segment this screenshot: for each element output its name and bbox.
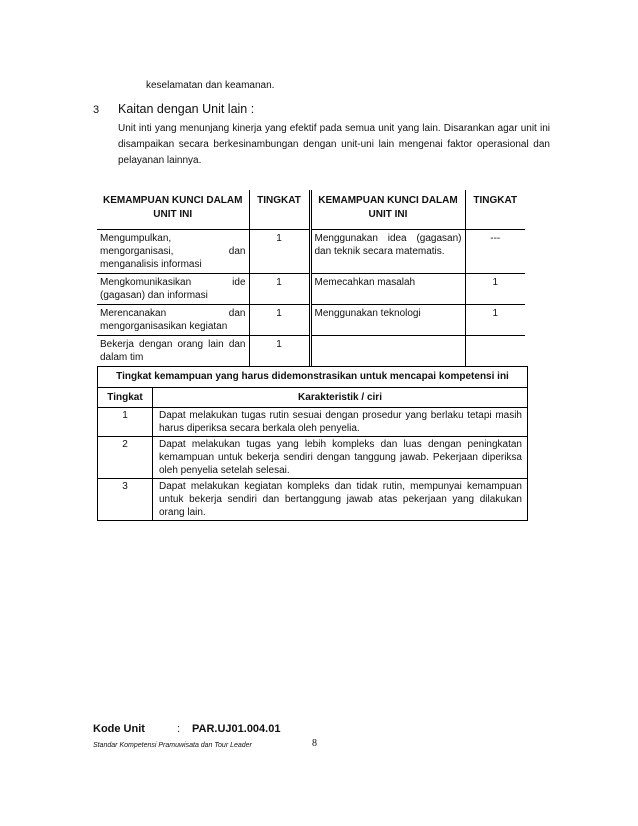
table-row (97, 336, 525, 367)
competency-level-header-row (98, 388, 528, 408)
level-left: 1 (249, 336, 310, 367)
table-row (98, 408, 528, 437)
competency-right: Menggunakan idea (gagasan) dan teknik secara matematis. (310, 230, 465, 274)
level-right: 1 (465, 305, 525, 336)
table-row (97, 274, 525, 305)
level-left: 1 (249, 274, 310, 305)
level-right: 1 (465, 274, 525, 305)
header-tingkat-left: TINGKAT (249, 190, 310, 230)
competency-left: Merencanakan dan mengorganisasikan kegiatan (97, 305, 249, 336)
footer-colon: : (177, 723, 181, 735)
footer-unit-code: PAR.UJ01.004.01 (192, 723, 281, 735)
level-number: 2 (98, 437, 153, 479)
level-left: 1 (249, 230, 310, 274)
level-description: Dapat melakukan tugas yang lebih kompleks dan luas dengan peningkatan kemampuan untuk bekerja sendiri dengan tanggung jawab. Pekerjaan diperiksa oleh penyelia setelah selesai. (153, 437, 528, 479)
level-number: 1 (98, 408, 153, 437)
competency-level-title: Tingkat kemampuan yang harus didemonstrasikan untuk mencapai kompetensi ini (98, 367, 528, 388)
competency-right: Memecahkan masalah (310, 274, 465, 305)
header-kemampuan-left: KEMAMPUAN KUNCI DALAM UNIT INI (103, 195, 243, 220)
key-competency-table (97, 190, 525, 367)
level-right (465, 336, 525, 367)
table-row (97, 305, 525, 336)
section-paragraph: Unit inti yang menunjang kinerja yang efektif pada semua unit yang lain. Disarankan agar unit ini disampaikan secara berkesinambungan dengan unit-uni lain mengenai faktor operasional dan pelayanan lainnya. (118, 123, 550, 166)
level-description: Dapat melakukan kegiatan kompleks dan tidak rutin, mempunyai kemampuan untuk bekerja sendiri dan bertanggung jawab atas pekerjaan yang dilakukan orang lain. (153, 479, 528, 521)
competency-left: Mengkomunikasikan ide (gagasan) dan informasi (97, 274, 249, 305)
level-description: Dapat melakukan tugas rutin sesuai dengan prosedur yang berlaku tetapi masih harus diperiksa secara berkala oleh penyelia. (153, 408, 528, 437)
competency-right: Menggunakan teknologi (310, 305, 465, 336)
competency-left: Mengumpulkan, mengorganisasi, dan menganalisis informasi (97, 230, 249, 274)
table-row (98, 437, 528, 479)
page-number: 8 (312, 738, 317, 749)
footer-unit-code-label: Kode Unit (93, 723, 145, 735)
table-row (98, 479, 528, 521)
competency-level-table (97, 366, 528, 521)
header-tingkat-right: TINGKAT (465, 190, 525, 230)
competency-level-title-row (98, 367, 528, 388)
header-tingkat: Tingkat (98, 388, 153, 408)
header-kemampuan-right: KEMAMPUAN KUNCI DALAM UNIT INI (310, 190, 465, 230)
key-competency-header-row (97, 190, 525, 230)
footer-standard-name: Standar Kompetensi Pramuwisata dan Tour Leader (93, 742, 252, 749)
competency-right (310, 336, 465, 367)
header-karakteristik: Karakteristik / ciri (153, 388, 528, 408)
section-number: 3 (93, 104, 100, 116)
section-title: Kaitan dengan Unit lain : (118, 102, 255, 116)
level-right: --- (465, 230, 525, 274)
table-row (97, 230, 525, 274)
level-left: 1 (249, 305, 310, 336)
competency-left: Bekerja dengan orang lain dan dalam tim (97, 336, 249, 367)
level-number: 3 (98, 479, 153, 521)
continuation-line: keselamatan dan keamanan. (146, 80, 275, 91)
